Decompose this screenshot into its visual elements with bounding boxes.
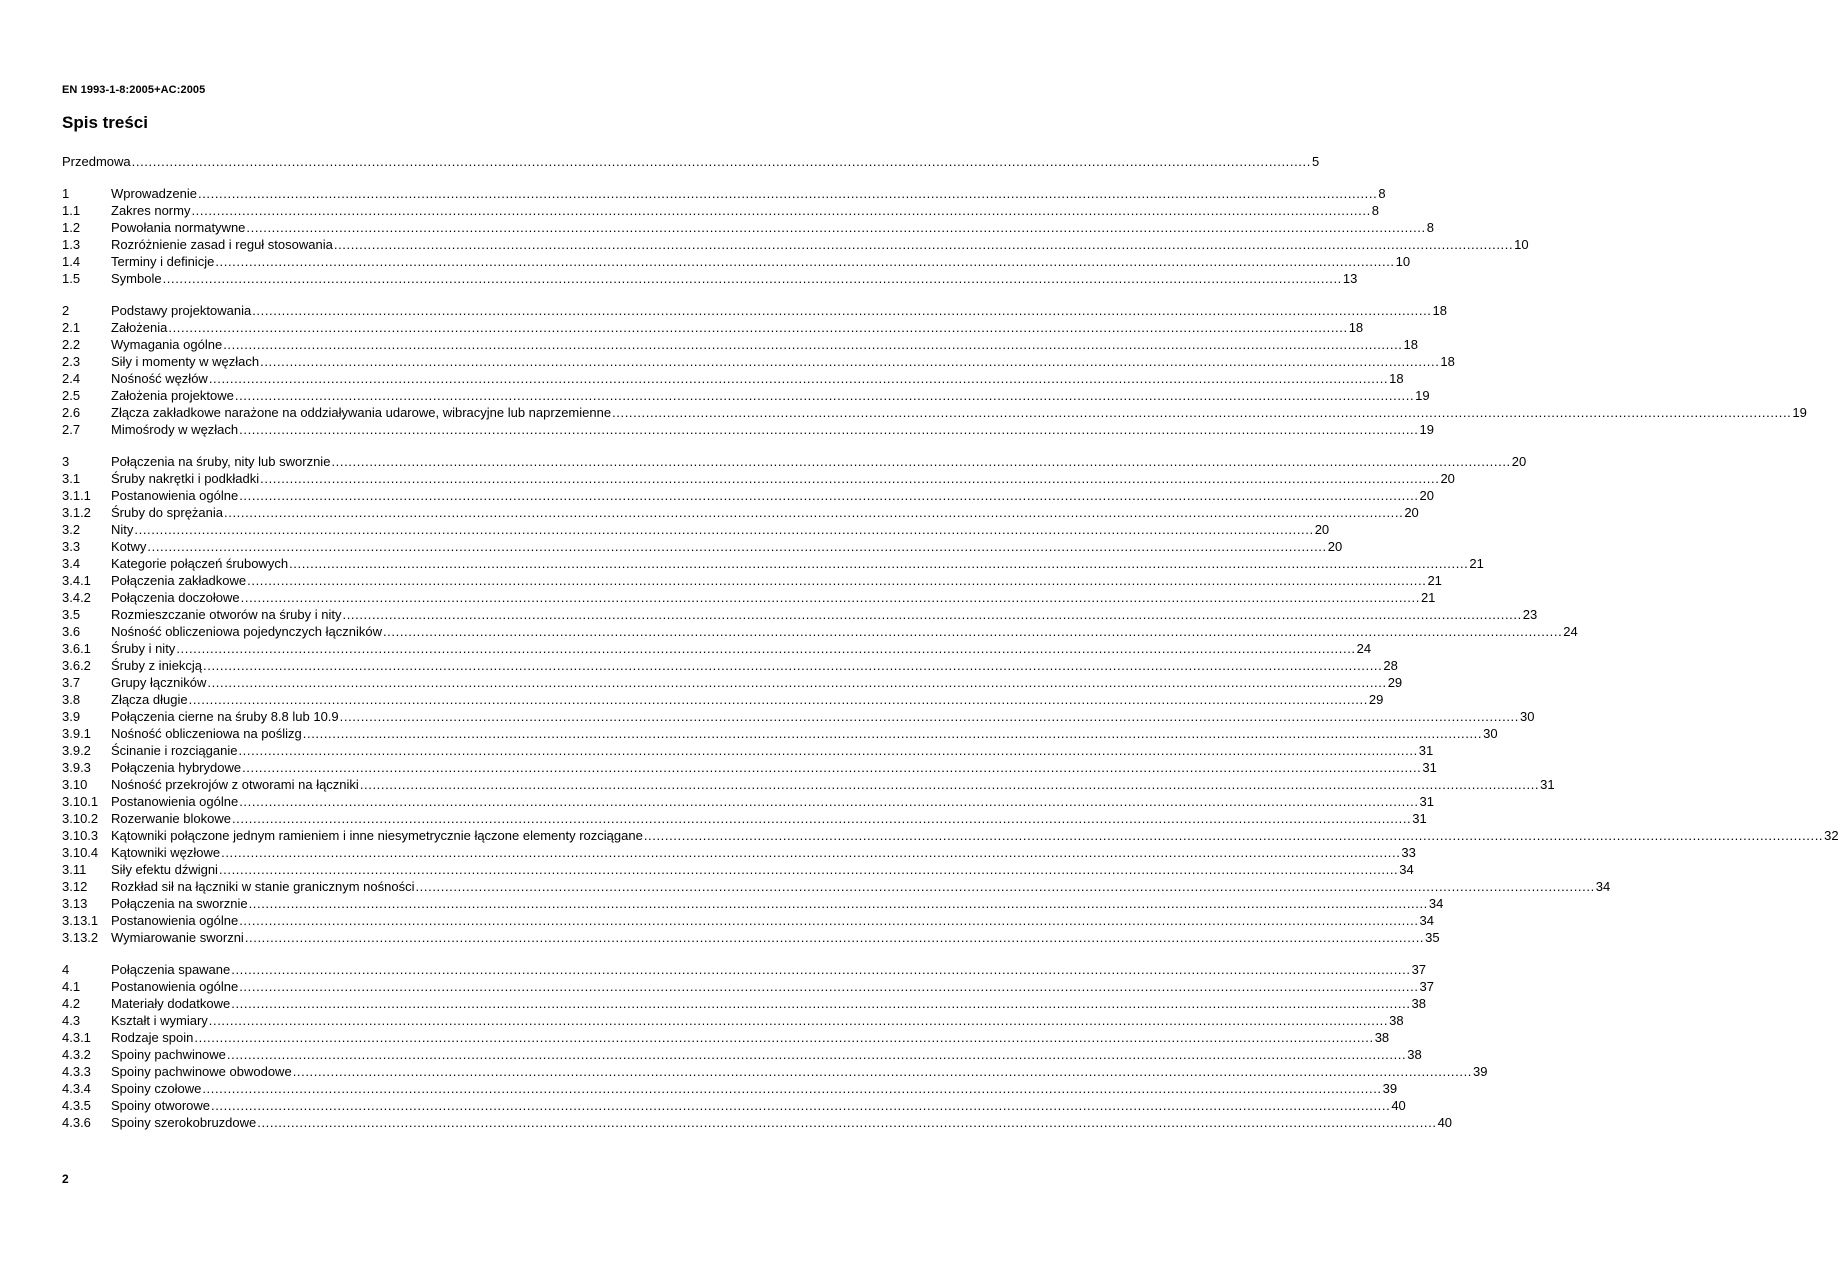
toc-entry-number: 3.11	[62, 862, 87, 877]
toc-entry-text: Kategorie połączeń śrubowych	[111, 556, 289, 571]
dot-leader	[257, 1114, 1436, 1131]
dot-leader	[227, 1046, 1406, 1063]
toc-entry[interactable]	[62, 521, 1330, 538]
toc-entry-page: 31	[1412, 811, 1427, 826]
toc-entry-number: 2.7	[62, 422, 81, 437]
toc-entry-text: Połączenia hybrydowe	[111, 760, 242, 775]
toc-entry-page: 38	[1389, 1013, 1404, 1028]
toc-entry-page: 19	[1419, 422, 1434, 437]
toc-entry-text: Połączenia na sworznie	[111, 896, 248, 911]
dot-leader	[239, 793, 1418, 810]
toc-entry-intro[interactable]	[62, 153, 1320, 170]
toc-entry-page: 34	[1595, 879, 1611, 894]
toc-entry-page: 20	[1327, 539, 1343, 554]
toc-entry-page: 40	[1437, 1115, 1453, 1130]
toc-entry-number: 1.3	[62, 237, 81, 252]
toc-entry-number: 4	[62, 962, 70, 977]
toc-entry[interactable]	[62, 219, 1434, 236]
toc-entry-text: Symbole	[111, 271, 162, 286]
toc-entry-number: 4.3	[62, 1013, 81, 1028]
toc-entry-page: 20	[1404, 505, 1419, 520]
toc-entry-number: 3.6	[62, 624, 81, 639]
toc-entry-page: 29	[1387, 675, 1403, 690]
toc-entry-text: Kątowniki połączone jednym ramieniem i inne niesymetrycznie łączone elementy rozciągane	[111, 828, 643, 843]
dot-leader	[340, 708, 1519, 725]
toc-entry-number: 4.3.1	[62, 1030, 91, 1045]
table-of-contents	[62, 153, 1839, 1131]
dot-leader	[260, 353, 1439, 370]
dot-leader	[242, 759, 1421, 776]
toc-entry-text: Rozróżnienie zasad i reguł stosowania	[111, 237, 333, 252]
toc-entry[interactable]	[62, 453, 1527, 470]
toc-entry-text: Połączenia cierne na śruby 8.8 lub 10.9	[111, 709, 339, 724]
toc-entry-page: 8	[1426, 220, 1434, 235]
toc-entry[interactable]	[62, 353, 1455, 370]
toc-entry-text: Rodzaje spoin	[111, 1030, 194, 1045]
toc-entry[interactable]	[62, 236, 1529, 253]
toc-entry[interactable]	[62, 253, 1411, 270]
toc-entry-page: 34	[1428, 896, 1444, 911]
dot-leader	[202, 1080, 1381, 1097]
toc-entry[interactable]	[62, 742, 1434, 759]
toc-entry-text: Kształt i wymiary	[111, 1013, 208, 1028]
toc-entry-page: 31	[1422, 760, 1437, 775]
toc-entry-text: Połączenia spawane	[111, 962, 231, 977]
dot-leader	[249, 895, 1428, 912]
toc-entry[interactable]	[62, 555, 1484, 572]
dot-leader	[134, 521, 1313, 538]
toc-entry-number: 3.10	[62, 777, 88, 792]
toc-entry-number: 3.4	[62, 556, 81, 571]
toc-entry[interactable]	[62, 895, 1444, 912]
toc-entry-number: 3.13	[62, 896, 88, 911]
dot-leader	[232, 810, 1411, 827]
toc-entry-text: Postanowienia ogólne	[111, 913, 239, 928]
toc-entry[interactable]	[62, 319, 1364, 336]
toc-entry-text: Spoiny pachwinowe	[111, 1047, 226, 1062]
toc-entry-text: Mimośrody w węzłach	[111, 422, 239, 437]
toc-entry[interactable]	[62, 1046, 1422, 1063]
toc-entry[interactable]	[62, 606, 1538, 623]
toc-entry-number: 3.1.1	[62, 488, 91, 503]
toc-entry[interactable]	[62, 302, 1447, 319]
toc-entry-text: Siły i momenty w węzłach	[111, 354, 260, 369]
toc-entry-text: Śruby do sprężania	[111, 505, 224, 520]
toc-entry-text: Złącza długie	[111, 692, 188, 707]
toc-entry-page: 18	[1389, 371, 1404, 386]
toc-entry-text: Przedmowa	[62, 154, 131, 169]
toc-entry-number: 3.13.1	[62, 913, 99, 928]
toc-entry[interactable]	[62, 421, 1434, 438]
dot-leader	[191, 202, 1370, 219]
dot-leader	[260, 470, 1439, 487]
dot-leader	[252, 302, 1431, 319]
toc-entry-text: Kątowniki węzłowe	[111, 845, 221, 860]
toc-entry-number: 3	[62, 454, 70, 469]
toc-entry[interactable]	[62, 202, 1380, 219]
toc-entry-text: Postanowienia ogólne	[111, 979, 239, 994]
toc-entry-page: 20	[1511, 454, 1527, 469]
toc-entry-text: Śruby z iniekcją	[111, 658, 203, 673]
dot-leader	[644, 827, 1823, 844]
toc-entry-page: 40	[1391, 1098, 1406, 1113]
toc-entry-page: 21	[1420, 590, 1436, 605]
toc-entry-page: 37	[1419, 979, 1434, 994]
toc-entry[interactable]	[62, 404, 1807, 421]
toc-entry-number: 3.10.4	[62, 845, 99, 860]
dot-leader	[223, 336, 1402, 353]
toc-entry-page: 31	[1419, 794, 1434, 809]
toc-entry-page: 20	[1419, 488, 1434, 503]
toc-entry-page: 10	[1514, 237, 1529, 252]
toc-entry-text: Połączenia zakładkowe	[111, 573, 247, 588]
page-title: Spis treści	[62, 113, 148, 132]
dot-leader	[241, 589, 1420, 606]
toc-entry[interactable]	[62, 793, 1434, 810]
toc-entry[interactable]	[62, 1012, 1404, 1029]
toc-entry[interactable]	[62, 1029, 1390, 1046]
toc-section-3	[62, 453, 1839, 946]
dot-leader	[176, 640, 1355, 657]
toc-entry-page: 31	[1540, 777, 1555, 792]
toc-entry-page: 29	[1368, 692, 1384, 707]
toc-entry-number: 4.2	[62, 996, 81, 1011]
toc-entry-number: 3.10.2	[62, 811, 99, 826]
toc-entry-number: 3.9	[62, 709, 81, 724]
toc-entry-page: 32	[1824, 828, 1839, 843]
toc-entry-page: 8	[1371, 203, 1380, 218]
toc-entry-text: Zakres normy	[111, 203, 191, 218]
toc-entry-text: Postanowienia ogólne	[111, 794, 239, 809]
toc-section-2	[62, 302, 1807, 438]
toc-entry-page: 8	[1378, 186, 1386, 201]
toc-entry-text: Nośność obliczeniowa na poślizg	[111, 726, 302, 741]
toc-entry-page: 23	[1522, 607, 1538, 622]
toc-entry-text: Nośność obliczeniowa pojedynczych łączników	[111, 624, 382, 639]
toc-entry-page: 18	[1432, 303, 1447, 318]
dot-leader	[239, 912, 1418, 929]
toc-entry-page: 37	[1411, 962, 1427, 977]
toc-entry-page: 21	[1469, 556, 1484, 571]
toc-entry-text: Spoiny szerokobruzdowe	[111, 1115, 257, 1130]
toc-entry-page: 20	[1314, 522, 1330, 537]
toc-entry-page: 30	[1519, 709, 1535, 724]
toc-entry[interactable]	[62, 861, 1414, 878]
toc-entry-number: 4.3.2	[62, 1047, 91, 1062]
dot-leader	[303, 725, 1482, 742]
toc-entry[interactable]	[62, 185, 1386, 202]
toc-entry-number: 3.10.3	[62, 828, 99, 843]
toc-entry[interactable]	[62, 387, 1430, 404]
dot-leader	[334, 236, 1513, 253]
toc-section-1	[62, 185, 1529, 287]
toc-entry-number: 4.3.3	[62, 1064, 91, 1079]
dot-leader	[224, 504, 1403, 521]
toc-entry[interactable]	[62, 810, 1427, 827]
toc-entry-page: 24	[1356, 641, 1372, 656]
document-header: EN 1993-1-8:2005+AC:2005	[62, 84, 206, 96]
toc-entry[interactable]	[62, 776, 1555, 793]
toc-entry-page: 30	[1483, 726, 1498, 741]
dot-leader	[383, 623, 1562, 640]
toc-entry[interactable]	[62, 995, 1427, 1012]
dot-leader	[194, 1029, 1373, 1046]
toc-entry-number: 3.10.1	[62, 794, 99, 809]
toc-entry-number: 1.1	[62, 203, 81, 218]
toc-entry-number: 3.9.2	[62, 743, 91, 758]
toc-entry-page: 24	[1563, 624, 1578, 639]
toc-entry[interactable]	[62, 961, 1427, 978]
toc-entry-text: Wymagania ogólne	[111, 337, 223, 352]
toc-entry-text: Postanowienia ogólne	[111, 488, 239, 503]
toc-entry-number: 2.2	[62, 337, 81, 352]
toc-entry[interactable]	[62, 674, 1403, 691]
toc-entry[interactable]	[62, 1114, 1453, 1131]
dot-leader	[132, 153, 1311, 170]
toc-entry-number: 3.3	[62, 539, 81, 554]
toc-entry[interactable]	[62, 270, 1358, 287]
dot-leader	[198, 185, 1377, 202]
toc-entry[interactable]	[62, 978, 1434, 995]
toc-entry[interactable]	[62, 708, 1535, 725]
toc-entry-page: 38	[1411, 996, 1427, 1011]
dot-leader	[203, 657, 1382, 674]
toc-entry[interactable]	[62, 538, 1343, 555]
toc-entry-number: 3.9.3	[62, 760, 91, 775]
toc-entry[interactable]	[62, 640, 1372, 657]
toc-entry[interactable]	[62, 1097, 1406, 1114]
toc-section-4	[62, 961, 1488, 1131]
toc-entry-number: 3.6.1	[62, 641, 91, 656]
toc-entry-page: 38	[1374, 1030, 1390, 1045]
toc-group-gap	[62, 946, 765, 961]
toc-entry-number: 2	[62, 303, 70, 318]
toc-entry[interactable]	[62, 470, 1455, 487]
toc-entry-page: 34	[1419, 913, 1434, 928]
toc-entry[interactable]	[62, 589, 1436, 606]
toc-entry[interactable]	[62, 370, 1404, 387]
toc-entry-number: 3.8	[62, 692, 81, 707]
toc-entry-number: 3.1.2	[62, 505, 91, 520]
toc-entry-number: 1	[62, 186, 70, 201]
toc-entry-page: 33	[1401, 845, 1416, 860]
toc-entry-page: 35	[1425, 930, 1440, 945]
toc-group-gap	[62, 287, 765, 302]
toc-entry-page: 28	[1383, 658, 1398, 673]
dot-leader	[163, 270, 1342, 287]
dot-leader	[219, 861, 1398, 878]
toc-entry-page: 10	[1395, 254, 1411, 269]
toc-entry-number: 3.5	[62, 607, 81, 622]
dot-leader	[189, 691, 1368, 708]
toc-entry-text: Nośność węzłów	[111, 371, 208, 386]
toc-entry-number: 3.6.2	[62, 658, 91, 673]
toc-entry-text: Nośność przekrojów z otworami na łączniki	[111, 777, 359, 792]
toc-entry-page: 31	[1418, 743, 1434, 758]
toc-entry-text: Połączenia na śruby, nity lub sworznie	[111, 454, 331, 469]
toc-entry-number: 2.5	[62, 388, 81, 403]
toc-entry[interactable]	[62, 725, 1498, 742]
toc-entry-text: Materiały dodatkowe	[111, 996, 231, 1011]
toc-entry-text: Wprowadzenie	[111, 186, 197, 201]
toc-entry-text: Śruby nakrętki i podkładki	[111, 471, 260, 486]
toc-entry[interactable]	[62, 657, 1398, 674]
toc-entry[interactable]	[62, 1080, 1398, 1097]
toc-entry-page: 20	[1440, 471, 1455, 486]
toc-entry-text: Śruby i nity	[111, 641, 176, 656]
dot-leader	[245, 929, 1424, 946]
toc-entry-number: 4.3.6	[62, 1115, 91, 1130]
dot-leader	[331, 453, 1510, 470]
toc-entry-text: Grupy łączników	[111, 675, 207, 690]
toc-entry-number: 1.4	[62, 254, 81, 269]
dot-leader	[207, 674, 1386, 691]
toc-entry-number: 3.4.2	[62, 590, 91, 605]
toc-group-gap	[62, 438, 765, 453]
dot-leader	[238, 742, 1417, 759]
toc-entry[interactable]	[62, 504, 1419, 521]
dot-leader	[289, 555, 1468, 572]
toc-entry-number: 1.5	[62, 271, 81, 286]
toc-entry-number: 2.3	[62, 354, 81, 369]
toc-entry-page: 34	[1399, 862, 1414, 877]
dot-leader	[209, 1012, 1388, 1029]
dot-leader	[168, 319, 1347, 336]
toc-entry-page: 5	[1311, 154, 1320, 169]
toc-entry-page: 21	[1427, 573, 1442, 588]
toc-entry-page: 39	[1473, 1064, 1488, 1079]
toc-entry-text: Ścinanie i rozciąganie	[111, 743, 238, 758]
toc-entry-number: 4.1	[62, 979, 81, 994]
toc-entry[interactable]	[62, 691, 1384, 708]
dot-leader	[209, 370, 1388, 387]
dot-leader	[147, 538, 1326, 555]
toc-entry[interactable]	[62, 1063, 1488, 1080]
toc-entry[interactable]	[62, 844, 1416, 861]
toc-entry-text: Powołania normatywne	[111, 220, 246, 235]
toc-entry-page: 19	[1792, 405, 1807, 420]
toc-entry-text: Założenia	[111, 320, 168, 335]
toc-entry-text: Rozerwanie blokowe	[111, 811, 231, 826]
toc-entry-text: Spoiny otworowe	[111, 1098, 210, 1113]
toc-entry-text: Wymiarowanie sworzni	[111, 930, 244, 945]
toc-entry[interactable]	[62, 827, 1839, 844]
toc-entry[interactable]	[62, 759, 1437, 776]
dot-leader	[215, 253, 1394, 270]
dot-leader	[342, 606, 1521, 623]
toc-entry-page: 18	[1348, 320, 1364, 335]
dot-leader	[415, 878, 1594, 895]
toc-entry-number: 3.7	[62, 675, 81, 690]
toc-entry[interactable]	[62, 572, 1442, 589]
toc-entry-text: Terminy i definicje	[111, 254, 215, 269]
toc-entry[interactable]	[62, 929, 1440, 946]
dot-leader	[612, 404, 1791, 421]
toc-entry-page: 13	[1342, 271, 1358, 286]
toc-entry[interactable]	[62, 912, 1434, 929]
toc-entry[interactable]	[62, 878, 1611, 895]
toc-entry-text: Połączenia doczołowe	[111, 590, 240, 605]
toc-entry[interactable]	[62, 487, 1434, 504]
toc-entry-text: Nity	[111, 522, 134, 537]
dot-leader	[211, 1097, 1390, 1114]
dot-leader	[239, 421, 1418, 438]
toc-entry-text: Spoiny pachwinowe obwodowe	[111, 1064, 292, 1079]
toc-entry-number: 3.9.1	[62, 726, 91, 741]
toc-entry-page: 18	[1440, 354, 1455, 369]
toc-entry-page: 18	[1403, 337, 1418, 352]
dot-leader	[235, 387, 1414, 404]
toc-entry-number: 2.1	[62, 320, 81, 335]
toc-entry-number: 3.1	[62, 471, 81, 486]
toc-entry-text: Spoiny czołowe	[111, 1081, 202, 1096]
toc-entry-text: Kotwy	[111, 539, 147, 554]
dot-leader	[231, 995, 1410, 1012]
dot-leader	[221, 844, 1400, 861]
toc-entry-text: Rozmieszczanie otworów na śruby i nity	[111, 607, 342, 622]
toc-entry[interactable]	[62, 623, 1578, 640]
dot-leader	[247, 572, 1426, 589]
toc-entry-text: Siły efektu dźwigni	[111, 862, 218, 877]
toc-entry-text: Złącza zakładkowe narażone na oddziaływania udarowe, wibracyjne lub naprzemienne	[111, 405, 612, 420]
dot-leader	[246, 219, 1425, 236]
toc-group-gap	[62, 170, 765, 185]
toc-entry[interactable]	[62, 336, 1418, 353]
toc-entry-number: 2.4	[62, 371, 81, 386]
toc-entry-page: 39	[1382, 1081, 1398, 1096]
toc-entry-page: 19	[1415, 388, 1430, 403]
dot-leader	[231, 961, 1410, 978]
dot-leader	[360, 776, 1539, 793]
dot-leader	[239, 978, 1418, 995]
toc-entry-text: Rozkład sił na łączniki w stanie granicznym nośności	[111, 879, 415, 894]
toc-entry-number: 4.3.5	[62, 1098, 91, 1113]
toc-entry-text: Założenia projektowe	[111, 388, 234, 403]
toc-entry-number: 3.12	[62, 879, 88, 894]
dot-leader	[293, 1063, 1472, 1080]
toc-entry-number: 3.4.1	[62, 573, 91, 588]
toc-entry-number: 4.3.4	[62, 1081, 91, 1096]
toc-entry-number: 3.2	[62, 522, 81, 537]
toc-entry-text: Podstawy projektowania	[111, 303, 252, 318]
dot-leader	[239, 487, 1418, 504]
page-number: 2	[62, 1172, 69, 1186]
toc-entry-page: 38	[1407, 1047, 1422, 1062]
toc-entry-number: 1.2	[62, 220, 81, 235]
toc-entry-number: 3.13.2	[62, 930, 99, 945]
toc-entry-number: 2.6	[62, 405, 81, 420]
